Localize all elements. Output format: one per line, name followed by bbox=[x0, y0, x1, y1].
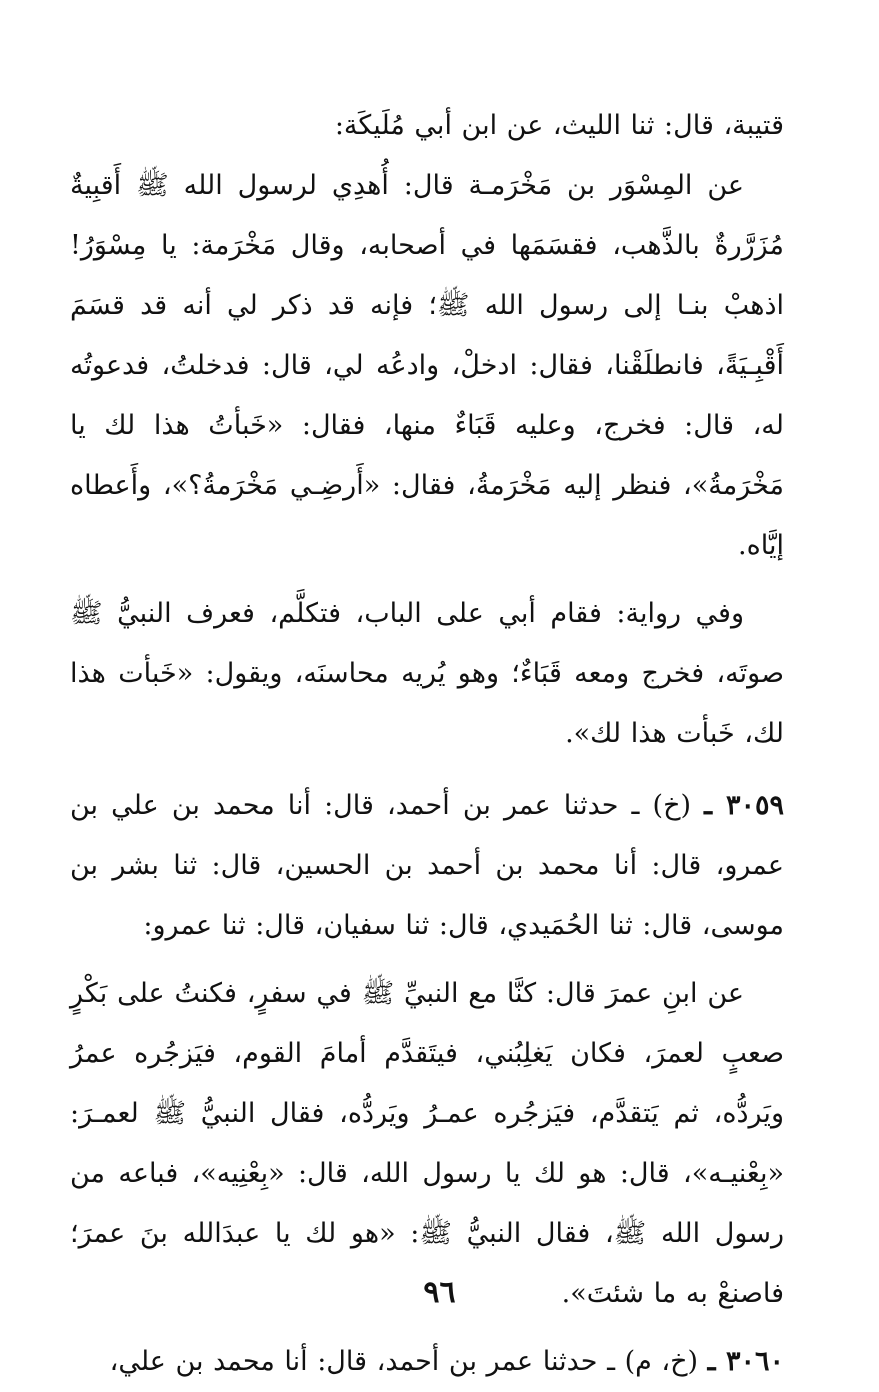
hadith-paragraph-1: عن المِسْوَر بن مَخْرَمـة قال: أُهدِي لرسول الله ﷺ أَقبِيةٌ مُزَرَّرةٌ بالذَّهب، فقسَمَها في أصحابه، وقال مَخْرَمة: يا مِسْوَرُ! اذهبْ بنـا إلى رسول الله ﷺ؛ فإنه قد ذكر لي أنه قد قسَمَ أَقْبِـيَةً، فانطلَقْنا، فقال: ادخلْ، وادعُه لي، قال: فدخلتُ، فدعوتُه له، قال: فخرج، وعليه قَبَاءٌ منها، فقال: «خَبأتُ هذا لك يا مَخْرَمةُ»، فنظر إليه مَخْرَمةُ، فقال: «أَرضِـي مَخْرَمةُ؟»، وأَعطاه إيَّاه. bbox=[70, 170, 785, 561]
page-body bbox=[70, 96, 784, 1392]
hadith-number-3060: ٣٠٦٠ ـ bbox=[707, 1346, 784, 1377]
hadith-number-3059: ٣٠٥٩ ـ bbox=[704, 790, 785, 821]
hadith-3059-isnad bbox=[70, 776, 784, 956]
hadith-3060-chain: (خ، م) ـ حدثنا عمر بن أحمد، قال: أنا محمد بن علي، bbox=[109, 1346, 699, 1377]
hadith-3059-chain: (خ) ـ حدثنا عمر بن أحمد، قال: أنا محمد بن علي بن عمرو، قال: أنا محمد بن أحمد بن الحسين، قال: ثنا بشر بن موسى، قال: ثنا الحُمَيدي، قال: ثنا سفيان، قال: ثنا عمرو: bbox=[70, 790, 784, 941]
page-number: ٩٦ bbox=[423, 1275, 456, 1310]
text-line-continuation: قتيبة، قال: ثنا الليث، عن ابن أبي مُلَيكَة: bbox=[334, 110, 784, 141]
hadith-3059-matn: عن ابنِ عمرَ قال: كنَّا مع النبيِّ ﷺ في سفرٍ، فكنتُ على بَكْرٍ صعبٍ لعمرَ، فكان يَغلِبُني، فيتَقدَّم أمامَ القوم، فيَزجُره عمرُ ويَردُّه، ثم يَتقدَّم، فيَزجُره عمـرُ ويَردُّه، فقال النبيُّ ﷺ لعمـرَ: «بِعْنيـه»، قال: هو لك يا رسول الله، قال: «بِعْنِيه»، فباعه من رسول الله ﷺ، فقال النبيُّ ﷺ: «هو لك يا عبدَالله بنَ عمرَ؛ فاصنعْ به ما شئتَ». bbox=[70, 978, 784, 1309]
hadith-3060-isnad bbox=[70, 1332, 784, 1392]
narration-variant-paragraph: وفي رواية: فقام أبي على الباب، فتكلَّم، فعرف النبيُّ ﷺ صوتَه، فخرج ومعه قَبَاءٌ؛ وهو يُريه محاسنَه، ويقول: «خَبأت هذا لك، خَبأت هذا لك». bbox=[70, 598, 784, 749]
